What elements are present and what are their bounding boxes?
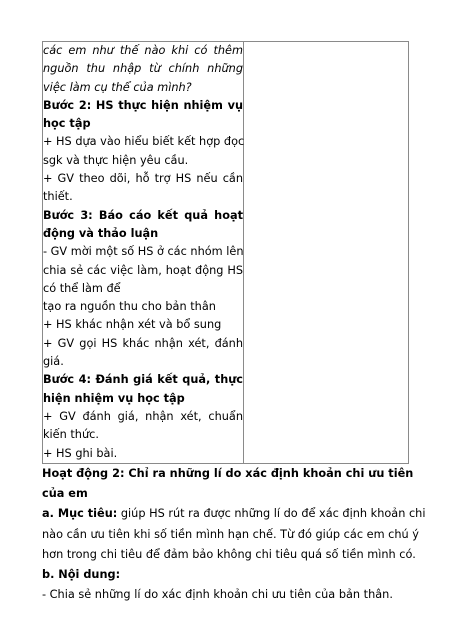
- expected-outcome-cell: [244, 42, 409, 464]
- table-cell-line: Bước 4: Đánh giá kết quả, thực: [43, 373, 243, 387]
- table-cell-line: + HS khác nhận xét và bổ sung: [43, 318, 222, 332]
- objective-line: nào cần ưu tiên khi số tiền mình hạn chế. Từ đó giúp các em chú ý: [42, 527, 419, 541]
- table-cell-line: - GV mời một số HS ở các nhóm lên: [43, 245, 244, 259]
- table-cell-line: + HS ghi bài.: [43, 446, 118, 460]
- table-cell-line: + GV gọi HS khác nhận xét, đánh: [43, 336, 243, 350]
- table-cell-line: sgk và thực hiện yêu cầu.: [43, 153, 189, 167]
- activity-2-heading-cont: của em: [42, 487, 88, 501]
- table-cell-line: hiện nhiệm vụ học tập: [43, 391, 185, 405]
- table-cell-line: thiết.: [43, 190, 73, 204]
- lesson-plan-table: [42, 41, 409, 464]
- teacher-student-activities-cell: [43, 42, 244, 464]
- content-label: b. Nội dung:: [42, 568, 121, 582]
- table-row: [43, 42, 409, 464]
- table-cell-line: nguồn thu nhập từ chính những: [43, 62, 243, 76]
- objective-line: [42, 504, 426, 524]
- table-cell-line: việc làm cụ thể của mình?: [43, 80, 192, 94]
- activity-2-heading: Hoạt động 2: Chỉ ra những lí do xác định khoản chi ưu tiên: [42, 467, 414, 480]
- objective-line: hơn trong chi tiêu để đảm bảo không chi tiêu quá số tiền mình có.: [42, 547, 416, 561]
- table-cell-line: + GV theo dõi, hỗ trợ HS nếu cần: [43, 172, 243, 186]
- table-cell-line: tạo ra nguồn thu cho bản thân: [43, 300, 216, 314]
- objective-label: a. Mục tiêu:: [42, 507, 118, 521]
- table-cell-line: Bước 3: Báo cáo kết quả hoạt: [43, 208, 243, 222]
- table-cell-line: Bước 2: HS thực hiện nhiệm vụ: [43, 98, 243, 112]
- table-cell-line: động và thảo luận: [43, 226, 159, 240]
- content-line: - Chia sẻ những lí do xác định khoản chi ưu tiên của bản thân.: [42, 588, 393, 602]
- table-cell-line: giá.: [43, 355, 64, 369]
- table-cell-line: các em như thế nào khi có thêm: [43, 44, 243, 57]
- objective-text: giúp HS rút ra được những lí do để xác định khoản chi: [117, 507, 426, 521]
- activity-2-section: [42, 464, 426, 605]
- table-cell-line: học tập: [43, 117, 91, 131]
- table-cell-line: có thể làm để: [43, 281, 121, 295]
- table-cell-line: chia sẻ các việc làm, hoạt động HS: [43, 263, 243, 277]
- table-cell-line: + GV đánh giá, nhận xét, chuẩn: [43, 409, 243, 423]
- table-cell-line: + HS dựa vào hiểu biết kết hợp đọc: [43, 135, 245, 149]
- table-cell-line: kiến thức.: [43, 428, 99, 442]
